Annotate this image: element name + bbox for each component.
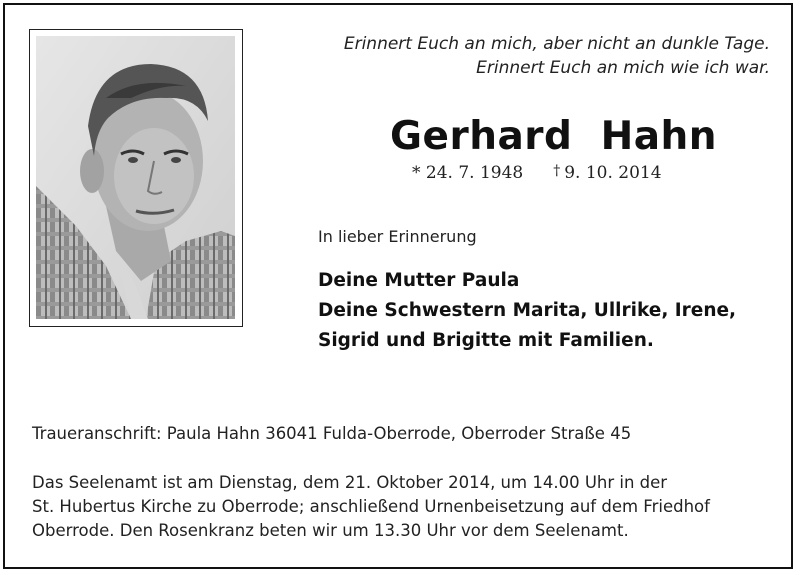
life-dates (412, 163, 662, 183)
service-details (32, 471, 710, 543)
deceased-name: Gerhard Hahn (390, 114, 718, 159)
birth-date: * 24. 7. 1948 (412, 163, 524, 183)
cross-icon: † (553, 163, 561, 179)
mourning-address: Traueranschrift: Paula Hahn 36041 Fulda-Oberrode, Oberroder Straße 45 (32, 424, 632, 443)
mourner-line: Deine Schwestern Marita, Ullrike, Irene, (318, 300, 737, 321)
memorial-quote (344, 32, 770, 80)
intro-text: In lieber Erinnerung (318, 227, 477, 246)
service-line: St. Hubertus Kirche zu Oberrode; anschließend Urnenbeisetzung auf dem Friedhof (32, 497, 710, 516)
service-line: Oberrode. Den Rosenkranz beten wir um 13.30 Uhr vor dem Seelenamt. (32, 521, 629, 540)
portrait-frame (29, 29, 243, 327)
mourner-line: Sigrid und Brigitte mit Familien. (318, 330, 654, 351)
quote-line-2: Erinnert Euch an mich wie ich war. (476, 58, 770, 78)
mourner-line: Deine Mutter Paula (318, 270, 520, 291)
quote-line-1: Erinnert Euch an mich, aber nicht an dunkle Tage. (343, 34, 770, 54)
mourners-list (318, 266, 736, 356)
service-line: Das Seelenamt ist am Dienstag, dem 21. Oktober 2014, um 14.00 Uhr in der (32, 473, 668, 492)
portrait-photo (36, 36, 235, 319)
death-date: 9. 10. 2014 (564, 163, 662, 183)
